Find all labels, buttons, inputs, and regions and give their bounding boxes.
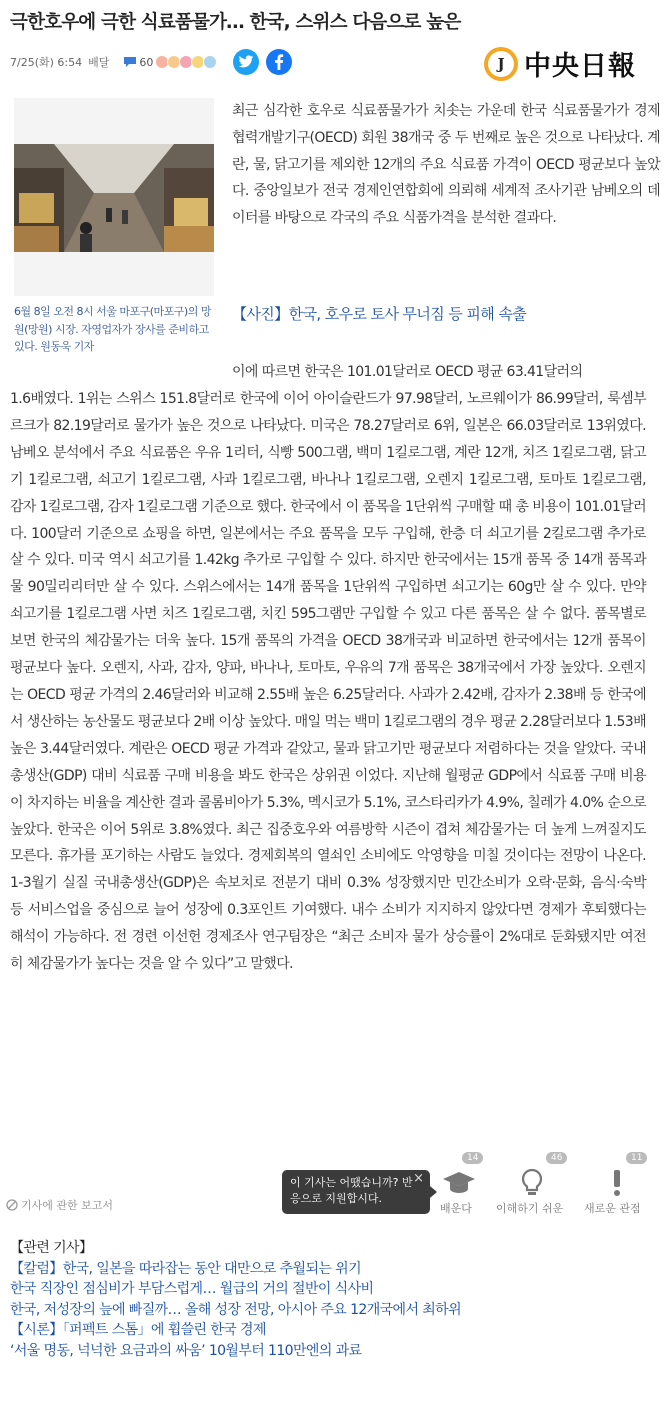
tooltip-close-button[interactable]: × [413,1171,424,1186]
logo-badge-icon: J [484,47,518,81]
reaction-count: 46 [546,1152,567,1164]
reaction-emoji-row[interactable] [157,55,217,69]
comment-icon [123,56,137,68]
related-article-link[interactable]: ‘서울 명동, 넉넉한 요금과의 싸움’ 10월부터 110만엔의 과료 [10,1342,362,1359]
reaction-count: 11 [626,1152,647,1164]
emoji-icon [203,55,217,69]
report-label: 기사에 관한 보고서 [21,1199,114,1212]
body-first-line: 이에 따르면 한국은 101.01달러로 OECD 평균 63.41달러의 [232,364,583,380]
tooltip-text: 이 기사는 어땠습니까? 반응으로 지원합시다. [290,1176,413,1205]
comment-count: 60 [139,55,154,69]
twitter-share-button[interactable] [233,49,259,75]
related-article-link[interactable]: 한국 직장인 점심비가 부담스럽게… 월급의 거의 절반이 식사비 [10,1281,374,1297]
publish-date: 7/25(화) 6:54 [10,56,83,69]
comment-count-link[interactable] [123,56,153,69]
newspaper-logo[interactable] [484,44,636,83]
related-article-link[interactable]: 【칼럼】한국, 일본을 따라잡는 동안 대만으로 추월되는 위기 [10,1260,362,1277]
facebook-icon [274,54,284,70]
related-articles [10,1238,660,1361]
graduation-cap-icon [442,1168,476,1198]
delivery-label: 배달 [88,56,110,69]
report-article-link[interactable] [6,1197,113,1213]
reaction-label: 새로운 관점 [584,1202,641,1215]
related-heading: 【관련 기사】 [10,1240,93,1256]
article-headline: 극한호우에 극한 식료품물가… 한국, 스위스 다음으로 높은 [10,12,461,33]
reaction-label: 배운다 [440,1202,472,1215]
article-lead-paragraph: 최근 심각한 호우로 식료품물가가 치솟는 가운데 한국 식료품물가가 경제협력개발기구(OECD) 회원 38개국 중 두 번째로 높은 것으로 나타났다. 계란, 물, 닭고기를 제외한 12개의 주요 식료품 가격이 OECD 평균보다 높았다. 중앙일보가 전국 경제인연합회에 의뢰해 세계적 조사기관 남베오의 데이터를 바탕으로 각국의 주요 식품가격을 분석한 결과다. [232,103,660,227]
related-photo-link[interactable]: 【사진】한국, 호우로 토사 무너짐 등 피해 속출 [232,305,527,323]
prohibited-icon [6,1199,18,1211]
related-article-link[interactable]: 【시론】「퍼펙트 스톰」에 휩쓸린 한국 경제 [10,1322,266,1338]
market-photo-image [14,98,214,296]
article-photo[interactable] [14,98,214,296]
reaction-label: 이해하기 쉬운 [496,1202,564,1215]
article-meta [10,50,217,74]
exclamation-icon [611,1168,623,1198]
twitter-icon [238,55,254,69]
photo-caption: 6월 8일 오전 8시 서울 마포구(마포구)의 망원(망원) 시장. 자영업자가 장사를 준비하고 있다. 원동욱 기자 [14,305,211,353]
article-body: 1.6배였다. 1위는 스위스 151.8달러로 한국에 이어 아이슬란드가 97.98달러, 노르웨이가 86.99달러, 룩셈부르크가 82.19달러로 물가가 높은 것으로 나타났다. 미국은 78.27달러로 6위, 일본은 66.03달러로 13위였다. 남베오 분석에서 주요 식료품은 우유 1리터, 식빵 500그램, 백미 1킬로그램, 계란 12개, 치즈 1킬로그램, 닭고기 1킬로그램, 쇠고기 1킬로그램, 사과 1킬로그램, 바나나 1킬로그램, 오렌지 1킬로그램, 토마토 1킬로그램, 감자 1킬로그램, 감자 1킬로그램 기준으로 했다. 한국에서 이 품목을 1단위씩 구매할 때 총 비용이 101.01달러다. 100달러 기준으로 쇼핑을 하면, 일본에서는 주요 품목을 모두 구입해, 한층 더 쇠고기를 2킬로그램 추가로 살 수 있다. 미국 역시 쇠고기를 1.42kg 추가로 구입할 수 있다. 하지만 한국에서는 15개 품목 중 14개 품목과 물 90밀리리터만 살 수 있다. 스위스에서는 14개 품목을 1단위씩 구입하면 쇠고기는 60g만 살 수 있다. 만약 쇠고기를 1킬로그램 사면 치즈 1킬로그램, 치킨 595그램만 구입할 수 있고 다른 품목은 살 수 없다. 품목별로 보면 한국의 체감물가는 더욱 높다. 15개 품목의 가격을 OECD 38개국과 비교하면 한국에서는 12개 품목이 평균보다 높다. 오렌지, 사과, 감자, 양파, 바나나, 토마토, 우유의 7개 품목은 38개국에서 가장 높았다. 오렌지는 OECD 평균 가격의 2.46달러와 비교해 2.55배 높은 6.25달러다. 사과가 2.42배, 감자가 2.38배 등 한국에서 생산하는 농산물도 평균보다 2배 이상 높았다. 매일 먹는 백미 1킬로그램의 경우 평균 2.28달러보다 1.53배 높은 3.44달러였다. 계란은 OECD 평균 가격과 같았고, 물과 닭고기만 평균보다 저렴하다는 것을 알았다. 국내총생산(GDP) 대비 식료품 구매 비용을 봐도 한국은 상위권 이었다. 지난해 월평균 GDP에서 식료품 구매 비용이 차지하는 비율을 계산한 결과 콜롬비아가 5.3%, 멕시코가 5.1%, 코스타리카가 4.9%, 칠레가 4.0% 순으로 높았다. 한국은 이어 5위로 3.8%였다. 최근 집중호우와 여름방학 시즌이 겹쳐 체감물가는 더 높게 느껴질지도 모른다. 휴가를 포기하는 사람도 늘었다. 경제회복의 열쇠인 소비에도 악영향을 미칠 것이다는 전망이 나온다. 1-3월기 실질 국내총생산(GDP)은 속보치로 전분기 대비 0.3% 성장했지만 민간소비가 오락·문화, 음식·숙박 등 서비스업을 중심으로 늘어 성장에 0.3포인트 기여했다. 내수 소비가 지지하지 않았다면 경제가 후퇴했다는 해석이 가능하다. 전 경련 이선헌 경제조사 연구팀장은 “최근 소비자 물가 상승률이 2%대로 둔화됐지만 여전히 체감물가가 높다는 것을 알 수 있다”고 말했다. [10,391,646,973]
logo-text: 中央日報 [524,51,636,82]
facebook-share-button[interactable] [266,49,292,75]
reaction-tooltip [282,1170,430,1214]
reaction-count: 14 [462,1152,483,1164]
related-article-link[interactable]: 한국, 저성장의 늪에 빠질까… 올해 성장 전망, 아시아 주요 12개국에서 최하위 [10,1301,462,1318]
lightbulb-icon [521,1168,543,1198]
